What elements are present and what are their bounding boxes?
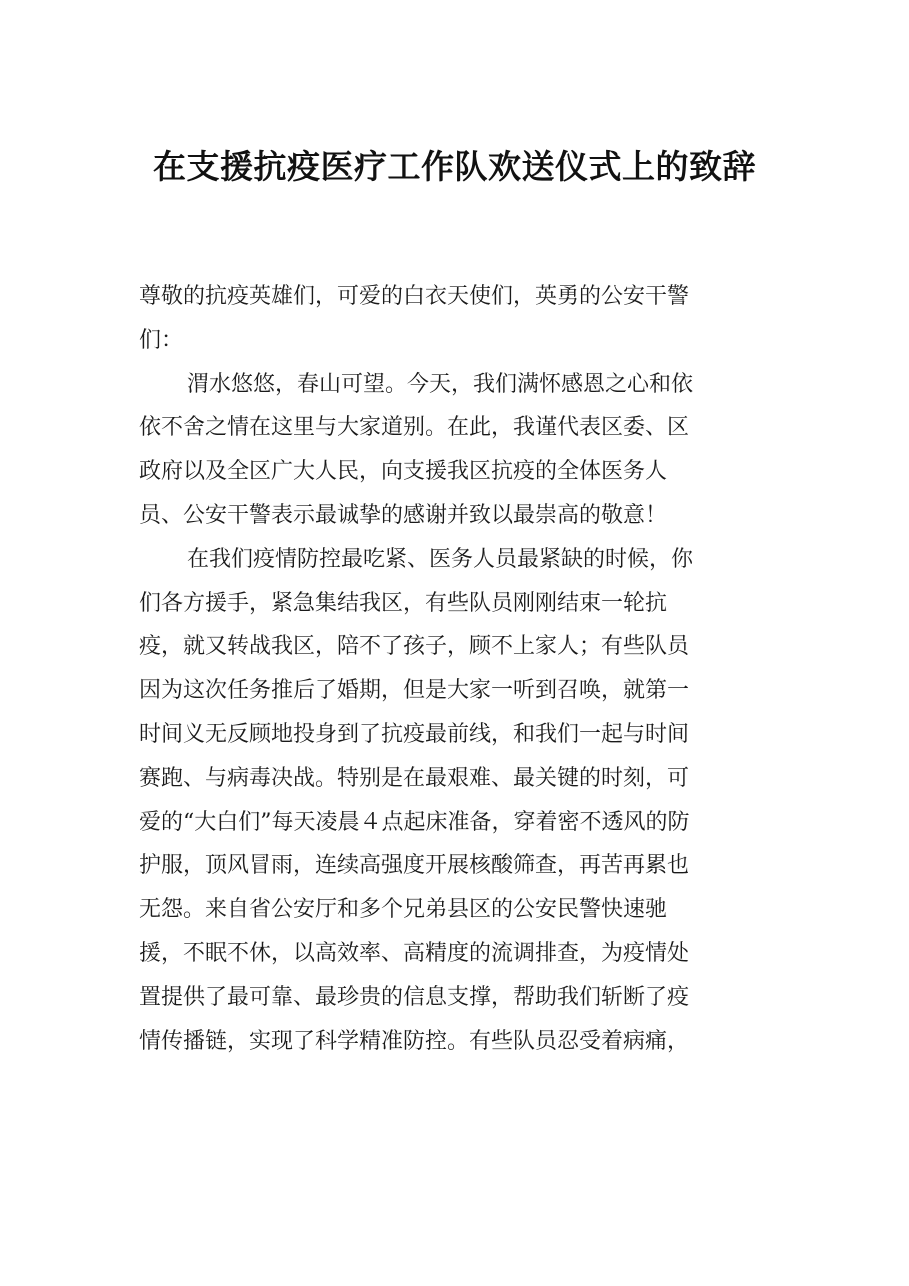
- text-line: 们各方援手，紧急集结我区，有些队员刚刚结束一轮抗: [139, 590, 668, 616]
- text-line: 尊敬的抗疫英雄们，可爱的白衣天使们，英勇的公安干警: [139, 284, 690, 309]
- text-line: 情传播链，实现了科学精准防控。有些队员忍受着病痛，: [139, 1028, 690, 1054]
- document-body: [139, 275, 779, 1063]
- document-title: 在支援抗疫医疗工作队欢送仪式上的致辞: [153, 147, 756, 186]
- text-line: 政府以及全区广大人民，向支援我区抗疫的全体医务人: [139, 459, 668, 485]
- text-line: 在我们疫情防控最吃紧、医务人员最紧缺的时候，你: [187, 546, 694, 572]
- text-line: 无怨。来自省公安厅和多个兄弟县区的公安民警快速驰: [139, 897, 668, 923]
- text-line: 爱的“大白们”每天凌晨４点起床准备，穿着密不透风的防: [139, 809, 690, 835]
- text-line: 依不舍之情在这里与大家道别。在此，我谨代表区委、区: [139, 415, 690, 441]
- text-line: 时间义无反顾地投身到了抗疫最前线，和我们一起与时间: [139, 721, 690, 747]
- text-line: 赛跑、与病毒决战。特别是在最艰难、最关键的时刻，可: [139, 765, 690, 791]
- text-line: 援，不眠不休，以高效率、高精度的流调排查，为疫情处: [139, 940, 690, 966]
- text-line: 护服，顶风冒雨，连续高强度开展核酸筛查，再苦再累也: [139, 853, 690, 879]
- text-line: 疫，就又转战我区，陪不了孩子，顾不上家人；有些队员: [139, 634, 690, 660]
- text-line: 置提供了最可靠、最珍贵的信息支撑，帮助我们斩断了疫: [139, 984, 690, 1010]
- text-line: 因为这次任务推后了婚期，但是大家一听到召唤，就第一: [139, 678, 690, 704]
- text-line: 渭水悠悠，春山可望。今天，我们满怀感恩之心和依: [187, 371, 694, 397]
- text-line: 们：: [139, 327, 184, 353]
- text-line: 员、公安干警表示最诚挚的感谢并致以最崇高的敬意！: [139, 502, 668, 528]
